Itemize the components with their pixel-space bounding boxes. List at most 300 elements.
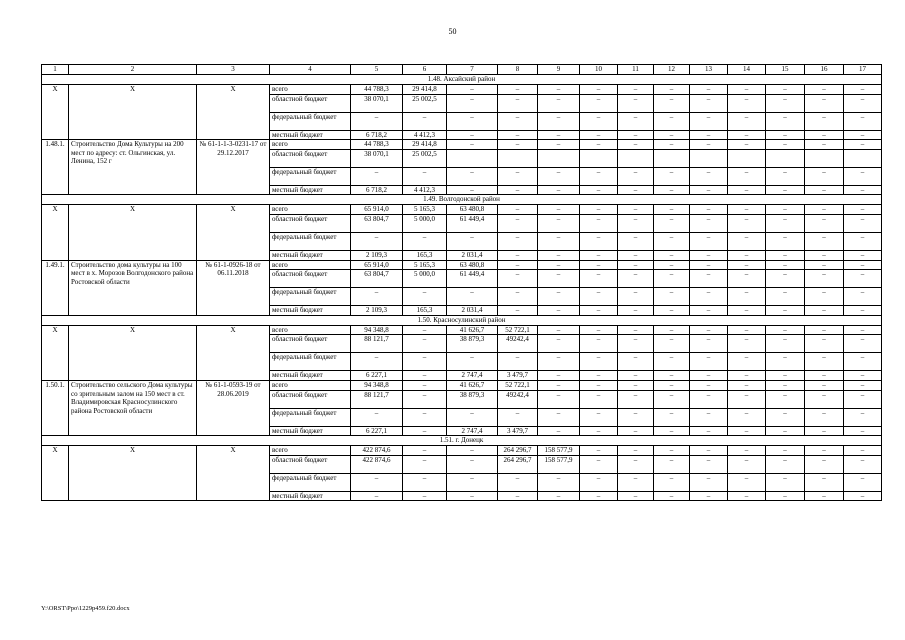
amount-cell: – [618, 167, 654, 185]
amount-cell: – [690, 335, 728, 353]
section-title: 1.48. Аксайский район [42, 75, 882, 85]
amount-cell: – [618, 214, 654, 232]
amount-cell: – [403, 335, 447, 353]
funding-source-label: местный бюджет [270, 306, 351, 316]
x-mark-cell: Х [69, 446, 197, 501]
amount-cell: – [805, 85, 844, 95]
amount-cell: – [766, 380, 805, 390]
amount-cell: 264 296,7 [498, 455, 538, 473]
funding-source-label: всего [270, 205, 351, 215]
amount-cell: – [766, 455, 805, 473]
amount-cell: – [580, 167, 618, 185]
funding-source-label: федеральный бюджет [270, 473, 351, 491]
amount-cell: 5 165,3 [403, 205, 447, 215]
amount-cell [654, 149, 690, 167]
x-mark-cell: Х [42, 205, 69, 260]
amount-cell: – [580, 491, 618, 501]
amount-cell: – [538, 408, 580, 426]
amount-cell: – [403, 408, 447, 426]
amount-cell: – [618, 288, 654, 306]
amount-cell: – [538, 250, 580, 260]
amount-cell: 5 000,0 [403, 214, 447, 232]
amount-cell: – [351, 491, 403, 501]
funding-source-label: областной бюджет [270, 94, 351, 112]
amount-cell: – [766, 325, 805, 335]
amount-cell: – [538, 325, 580, 335]
amount-cell: – [728, 491, 766, 501]
funding-source-label: федеральный бюджет [270, 167, 351, 185]
amount-cell: – [654, 130, 690, 140]
amount-cell: 6 718,2 [351, 185, 403, 195]
section-title-row [42, 195, 882, 205]
amount-cell: – [580, 205, 618, 215]
amount-cell: – [766, 167, 805, 185]
object-row [42, 380, 882, 390]
amount-cell: 422 874,6 [351, 455, 403, 473]
amount-cell: – [654, 185, 690, 195]
amount-cell: – [690, 380, 728, 390]
amount-cell: – [844, 390, 882, 408]
amount-cell: 63 804,7 [351, 270, 403, 288]
amount-cell: – [766, 130, 805, 140]
amount-cell: – [728, 473, 766, 491]
amount-cell: – [580, 140, 618, 150]
amount-cell: – [690, 455, 728, 473]
amount-cell: – [690, 325, 728, 335]
amount-cell: – [654, 214, 690, 232]
amount-cell: – [498, 306, 538, 316]
funding-source-label: всего [270, 446, 351, 456]
amount-cell: – [690, 390, 728, 408]
amount-cell: – [538, 371, 580, 381]
amount-cell: – [728, 214, 766, 232]
amount-cell: – [498, 130, 538, 140]
object-name: Строительство Дома Культуры на 200 мест по адресу: ст. Ольгинская, ул. Ленина, 152 г [69, 140, 197, 195]
amount-cell: – [580, 473, 618, 491]
amount-cell: 38 070,1 [351, 94, 403, 112]
amount-cell: 25 002,5 [403, 149, 447, 167]
object-name: Строительство сельского Дома культуры со зрительным залом на 150 мест в ст. Владимировская Красносулинского района Ростовской области [69, 380, 197, 435]
amount-cell: – [580, 408, 618, 426]
funding-source-label: областной бюджет [270, 335, 351, 353]
funding-source-label: местный бюджет [270, 130, 351, 140]
amount-cell: – [580, 353, 618, 371]
amount-cell: – [805, 306, 844, 316]
amount-cell: – [766, 408, 805, 426]
amount-cell: – [654, 205, 690, 215]
amount-cell: 52 722,1 [498, 325, 538, 335]
amount-cell: – [844, 446, 882, 456]
amount-cell: – [447, 473, 498, 491]
amount-cell: – [728, 250, 766, 260]
amount-cell: – [844, 408, 882, 426]
amount-cell: – [805, 408, 844, 426]
amount-cell: – [403, 380, 447, 390]
amount-cell: – [728, 140, 766, 150]
amount-cell [766, 149, 805, 167]
x-mark-cell: Х [197, 446, 270, 501]
column-number: 1 [42, 65, 69, 75]
amount-cell: – [447, 232, 498, 250]
amount-cell: 25 002,5 [403, 94, 447, 112]
amount-cell: – [728, 232, 766, 250]
funding-source-label: местный бюджет [270, 491, 351, 501]
amount-cell: – [618, 455, 654, 473]
amount-cell: 3 479,7 [498, 426, 538, 436]
amount-cell: 88 121,7 [351, 335, 403, 353]
amount-cell: – [844, 85, 882, 95]
amount-cell: 4 412,3 [403, 185, 447, 195]
amount-cell: – [403, 473, 447, 491]
amount-cell: – [844, 455, 882, 473]
amount-cell: – [580, 250, 618, 260]
amount-cell: 38 070,1 [351, 149, 403, 167]
amount-cell: – [805, 167, 844, 185]
funding-source-label: всего [270, 85, 351, 95]
amount-cell: 65 914,0 [351, 260, 403, 270]
amount-cell: – [766, 371, 805, 381]
amount-cell: – [844, 426, 882, 436]
amount-cell: – [618, 140, 654, 150]
amount-cell: – [844, 167, 882, 185]
amount-cell: – [580, 325, 618, 335]
amount-cell: – [538, 491, 580, 501]
column-number: 5 [351, 65, 403, 75]
amount-cell: – [805, 130, 844, 140]
amount-cell: 29 414,8 [403, 85, 447, 95]
amount-cell: – [351, 353, 403, 371]
amount-cell: – [403, 446, 447, 456]
amount-cell: – [538, 288, 580, 306]
amount-cell: – [844, 288, 882, 306]
section-title: 1.50. Красносулинский район [42, 315, 882, 325]
amount-cell: 29 414,8 [403, 140, 447, 150]
amount-cell: – [844, 205, 882, 215]
amount-cell: 6 227,1 [351, 426, 403, 436]
amount-cell: 38 879,3 [447, 390, 498, 408]
amount-cell: – [728, 325, 766, 335]
amount-cell: – [844, 325, 882, 335]
expertise-document: № 61-1-0926-18 от 06.11.2018 [197, 260, 270, 315]
amount-cell: – [805, 473, 844, 491]
amount-cell: – [766, 306, 805, 316]
amount-cell: – [654, 446, 690, 456]
amount-cell [805, 149, 844, 167]
amount-cell: – [728, 94, 766, 112]
amount-cell: – [728, 446, 766, 456]
x-mark-cell: Х [197, 325, 270, 380]
amount-cell: 5 000,0 [403, 270, 447, 288]
amount-cell: – [538, 306, 580, 316]
amount-cell: – [766, 85, 805, 95]
funding-source-label: областной бюджет [270, 270, 351, 288]
amount-cell: – [844, 250, 882, 260]
x-mark-cell: Х [69, 205, 197, 260]
amount-cell: – [538, 426, 580, 436]
amount-cell: – [447, 455, 498, 473]
funding-source-label: местный бюджет [270, 250, 351, 260]
amount-cell: – [728, 335, 766, 353]
x-mark-cell: Х [69, 85, 197, 140]
summary-row [42, 85, 882, 95]
column-number-row [42, 65, 882, 75]
amount-cell: 422 874,6 [351, 446, 403, 456]
amount-cell: – [447, 140, 498, 150]
amount-cell: – [618, 270, 654, 288]
amount-cell: – [844, 306, 882, 316]
amount-cell: – [403, 112, 447, 130]
amount-cell: – [580, 455, 618, 473]
amount-cell: – [447, 94, 498, 112]
amount-cell: – [538, 167, 580, 185]
amount-cell: – [728, 270, 766, 288]
amount-cell: 2 747,4 [447, 371, 498, 381]
column-number: 4 [270, 65, 351, 75]
amount-cell: – [805, 335, 844, 353]
x-mark-cell: Х [69, 325, 197, 380]
amount-cell: – [538, 85, 580, 95]
amount-cell: – [498, 214, 538, 232]
object-name: Строительство дома культуры на 100 мест в х. Морозов Волгодонского района Ростовской области [69, 260, 197, 315]
amount-cell: – [690, 250, 728, 260]
amount-cell: – [538, 260, 580, 270]
amount-cell: – [766, 288, 805, 306]
amount-cell: – [618, 380, 654, 390]
amount-cell [447, 149, 498, 167]
amount-cell: – [351, 112, 403, 130]
amount-cell: – [580, 288, 618, 306]
amount-cell: – [618, 491, 654, 501]
amount-cell: – [690, 426, 728, 436]
column-number: 9 [538, 65, 580, 75]
amount-cell: – [498, 140, 538, 150]
amount-cell: – [498, 270, 538, 288]
amount-cell: – [618, 130, 654, 140]
amount-cell: – [447, 288, 498, 306]
amount-cell: 41 626,7 [447, 380, 498, 390]
amount-cell: – [805, 325, 844, 335]
amount-cell: – [538, 353, 580, 371]
amount-cell: – [447, 130, 498, 140]
amount-cell: – [654, 371, 690, 381]
amount-cell: – [728, 185, 766, 195]
amount-cell: – [654, 408, 690, 426]
amount-cell: – [618, 335, 654, 353]
amount-cell: – [618, 112, 654, 130]
amount-cell: – [805, 380, 844, 390]
amount-cell: – [403, 325, 447, 335]
amount-cell: 88 121,7 [351, 390, 403, 408]
amount-cell: – [403, 288, 447, 306]
amount-cell: – [690, 306, 728, 316]
amount-cell: – [447, 185, 498, 195]
amount-cell: 2 747,4 [447, 426, 498, 436]
amount-cell: – [498, 473, 538, 491]
amount-cell: – [844, 94, 882, 112]
amount-cell: – [498, 491, 538, 501]
amount-cell: – [618, 85, 654, 95]
amount-cell: – [403, 353, 447, 371]
amount-cell: – [580, 94, 618, 112]
amount-cell: – [728, 260, 766, 270]
column-number: 16 [805, 65, 844, 75]
amount-cell: – [728, 205, 766, 215]
amount-cell: – [805, 455, 844, 473]
summary-row [42, 205, 882, 215]
column-number: 8 [498, 65, 538, 75]
amount-cell: – [498, 94, 538, 112]
amount-cell: – [403, 491, 447, 501]
amount-cell: – [844, 380, 882, 390]
amount-cell: – [805, 288, 844, 306]
amount-cell: – [538, 380, 580, 390]
amount-cell: – [728, 112, 766, 130]
amount-cell: – [766, 214, 805, 232]
amount-cell: – [690, 446, 728, 456]
amount-cell: – [580, 112, 618, 130]
funding-source-label: федеральный бюджет [270, 288, 351, 306]
section-title-row [42, 436, 882, 446]
amount-cell: 94 348,8 [351, 380, 403, 390]
amount-cell: – [498, 288, 538, 306]
column-number: 12 [654, 65, 690, 75]
expertise-document: № 61-1-0593-19 от 28.06.2019 [197, 380, 270, 435]
amount-cell: 65 914,0 [351, 205, 403, 215]
column-number: 3 [197, 65, 270, 75]
funding-source-label: местный бюджет [270, 371, 351, 381]
amount-cell: – [654, 140, 690, 150]
amount-cell: – [805, 112, 844, 130]
amount-cell: – [654, 335, 690, 353]
amount-cell: 44 788,3 [351, 140, 403, 150]
column-number: 15 [766, 65, 805, 75]
amount-cell: – [844, 335, 882, 353]
funding-source-label: федеральный бюджет [270, 112, 351, 130]
x-mark-cell: Х [42, 446, 69, 501]
funding-source-label: федеральный бюджет [270, 408, 351, 426]
amount-cell: 5 165,3 [403, 260, 447, 270]
amount-cell [618, 149, 654, 167]
amount-cell: 158 577,9 [538, 455, 580, 473]
amount-cell [690, 149, 728, 167]
amount-cell: – [766, 353, 805, 371]
amount-cell: – [728, 288, 766, 306]
amount-cell: – [766, 232, 805, 250]
amount-cell: – [654, 325, 690, 335]
amount-cell: – [618, 353, 654, 371]
expertise-document: № 61-1-1-3-0231-17 от 29.12.2017 [197, 140, 270, 195]
funding-source-label: федеральный бюджет [270, 232, 351, 250]
amount-cell: – [728, 85, 766, 95]
amount-cell: – [538, 140, 580, 150]
amount-cell: – [844, 214, 882, 232]
x-mark-cell: Х [197, 85, 270, 140]
funding-source-label: всего [270, 325, 351, 335]
object-number: 1.50.1. [42, 380, 69, 435]
amount-cell: – [766, 446, 805, 456]
amount-cell: – [844, 270, 882, 288]
amount-cell: 6 227,1 [351, 371, 403, 381]
amount-cell: 165,3 [403, 306, 447, 316]
amount-cell: – [766, 185, 805, 195]
amount-cell: – [618, 250, 654, 260]
amount-cell: – [654, 380, 690, 390]
amount-cell: – [690, 260, 728, 270]
amount-cell: 2 031,4 [447, 250, 498, 260]
amount-cell: – [690, 205, 728, 215]
amount-cell: – [805, 214, 844, 232]
amount-cell: – [766, 335, 805, 353]
amount-cell: – [654, 232, 690, 250]
amount-cell: – [766, 270, 805, 288]
amount-cell: – [580, 260, 618, 270]
column-number: 6 [403, 65, 447, 75]
amount-cell: – [690, 185, 728, 195]
amount-cell: 49242,4 [498, 335, 538, 353]
amount-cell: – [805, 426, 844, 436]
amount-cell: – [805, 185, 844, 195]
column-number: 17 [844, 65, 882, 75]
amount-cell: – [403, 455, 447, 473]
amount-cell: – [805, 140, 844, 150]
amount-cell: 6 718,2 [351, 130, 403, 140]
amount-cell: – [690, 85, 728, 95]
amount-cell: – [654, 306, 690, 316]
amount-cell: 158 577,9 [538, 446, 580, 456]
amount-cell: – [498, 408, 538, 426]
amount-cell: 2 109,3 [351, 250, 403, 260]
amount-cell: – [766, 112, 805, 130]
amount-cell: – [580, 335, 618, 353]
x-mark-cell: Х [42, 325, 69, 380]
amount-cell: – [805, 205, 844, 215]
object-number: 1.48.1. [42, 140, 69, 195]
amount-cell: – [728, 408, 766, 426]
amount-cell: – [498, 232, 538, 250]
amount-cell: 94 348,8 [351, 325, 403, 335]
amount-cell: – [498, 260, 538, 270]
amount-cell: – [654, 270, 690, 288]
amount-cell: – [690, 408, 728, 426]
section-title: 1.49. Волгодонской район [42, 195, 882, 205]
amount-cell: 63 480,8 [447, 205, 498, 215]
amount-cell: – [538, 214, 580, 232]
amount-cell: 4 412,3 [403, 130, 447, 140]
column-number: 2 [69, 65, 197, 75]
amount-cell: – [805, 250, 844, 260]
amount-cell: – [690, 140, 728, 150]
amount-cell: – [618, 426, 654, 436]
funding-source-label: областной бюджет [270, 149, 351, 167]
section-title-row [42, 75, 882, 85]
amount-cell: – [805, 94, 844, 112]
amount-cell: – [618, 205, 654, 215]
amount-cell: – [728, 390, 766, 408]
amount-cell: – [805, 353, 844, 371]
amount-cell: – [654, 491, 690, 501]
column-number: 11 [618, 65, 654, 75]
amount-cell: – [498, 185, 538, 195]
amount-cell: – [766, 94, 805, 112]
amount-cell: – [690, 371, 728, 381]
amount-cell: – [728, 426, 766, 436]
amount-cell: – [351, 232, 403, 250]
amount-cell [580, 149, 618, 167]
column-number: 7 [447, 65, 498, 75]
amount-cell: – [351, 167, 403, 185]
x-mark-cell: Х [197, 205, 270, 260]
amount-cell: 61 449,4 [447, 270, 498, 288]
